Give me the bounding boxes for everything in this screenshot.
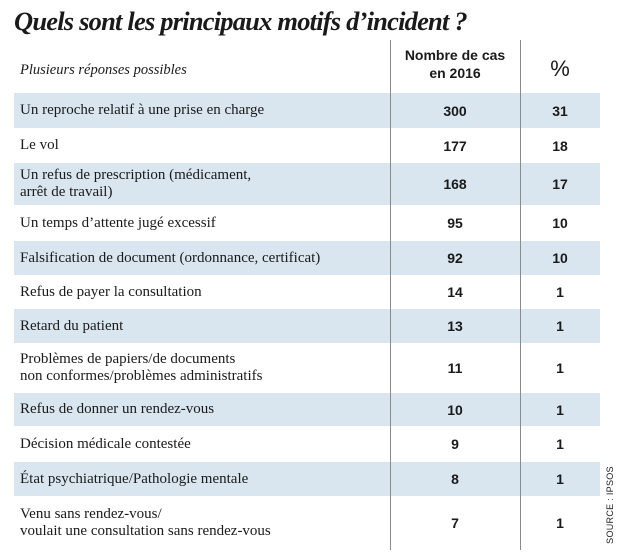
table-row — [14, 206, 600, 241]
row-label-line: Le vol — [20, 137, 59, 153]
column-divider-percent — [520, 40, 521, 550]
row-cases: 7 — [451, 515, 459, 531]
table-row — [14, 129, 600, 163]
row-cases: 13 — [447, 318, 463, 334]
row-label — [14, 167, 390, 201]
source-text: SOURCE : IPSOS — [605, 466, 615, 544]
incident-table — [14, 40, 600, 550]
row-label — [14, 318, 390, 335]
row-label — [14, 250, 390, 267]
table-row — [14, 163, 600, 206]
row-label — [14, 102, 390, 119]
row-label — [14, 506, 390, 540]
table-row — [14, 427, 600, 462]
row-percent: 1 — [556, 471, 564, 487]
row-percent: 1 — [556, 401, 564, 418]
row-label-line: Décision médicale contestée — [20, 435, 191, 452]
row-percent: 1 — [556, 436, 564, 452]
row-label-line: non conformes/problèmes administratifs — [20, 368, 263, 384]
table-body — [14, 93, 600, 550]
table-subtitle: Plusieurs réponses possibles — [20, 62, 187, 78]
row-percent: 1 — [556, 284, 564, 300]
row-label — [14, 436, 390, 453]
table-row — [14, 93, 600, 129]
column-header-percent: % — [550, 56, 570, 81]
row-label-line: arrêt de travail) — [20, 184, 113, 200]
row-label — [14, 401, 390, 418]
row-cases: 92 — [447, 250, 463, 266]
table-row — [14, 276, 600, 309]
row-percent: 1 — [556, 360, 564, 376]
row-cases: 8 — [451, 471, 459, 487]
table-row — [14, 462, 600, 497]
row-label — [14, 137, 390, 154]
table-row — [14, 344, 600, 393]
column-header-cases-line1: Nombre de cas — [404, 47, 506, 63]
row-percent: 17 — [552, 176, 568, 192]
row-cases: 168 — [443, 176, 467, 192]
row-cases: 11 — [447, 360, 463, 376]
row-label-line: Problèmes de papiers/de documents — [20, 351, 236, 367]
table-row — [14, 497, 600, 550]
source-credit — [603, 466, 617, 544]
row-label-line: voulait une consultation sans rendez-vous — [20, 523, 271, 539]
table-row — [14, 241, 600, 276]
row-label-line: Falsification de document (ordonnance, certificat) — [20, 249, 321, 266]
row-label-line: Un refus de prescription (médicament, — [20, 167, 252, 183]
column-header-cases-line2: en 2016 — [429, 65, 481, 81]
row-cases: 177 — [443, 137, 467, 154]
row-label-line: Retard du patient — [20, 317, 124, 334]
row-cases: 14 — [447, 284, 463, 300]
row-label-line: Refus de donner un rendez-vous — [20, 401, 215, 417]
table-row — [14, 393, 600, 427]
row-percent: 10 — [552, 250, 568, 266]
row-label-line: Un temps d’attente jugé excessif — [20, 214, 216, 231]
column-divider-cases — [390, 40, 391, 550]
row-label — [14, 351, 390, 385]
row-label-line: État psychiatrique/Pathologie mentale — [20, 470, 249, 487]
row-cases: 9 — [451, 436, 459, 452]
row-label-line: Un reproche relatif à une prise en charge — [20, 102, 265, 118]
row-label-line: Refus de payer la consultation — [20, 283, 202, 300]
row-cases: 10 — [447, 401, 463, 418]
row-percent: 1 — [556, 318, 564, 334]
table-header — [14, 40, 600, 93]
column-header-cases — [390, 46, 520, 82]
row-cases: 300 — [443, 102, 467, 119]
row-percent: 10 — [552, 215, 568, 231]
row-label-line: Venu sans rendez-vous/ — [20, 506, 162, 522]
row-percent: 18 — [552, 137, 568, 154]
table-row — [14, 309, 600, 344]
row-percent: 1 — [556, 515, 564, 531]
page-title: Quels sont les principaux motifs d’incident ? — [14, 6, 467, 36]
row-label — [14, 471, 390, 488]
row-label — [14, 215, 390, 232]
row-cases: 95 — [447, 215, 463, 231]
row-label — [14, 284, 390, 301]
row-percent: 31 — [552, 102, 568, 119]
